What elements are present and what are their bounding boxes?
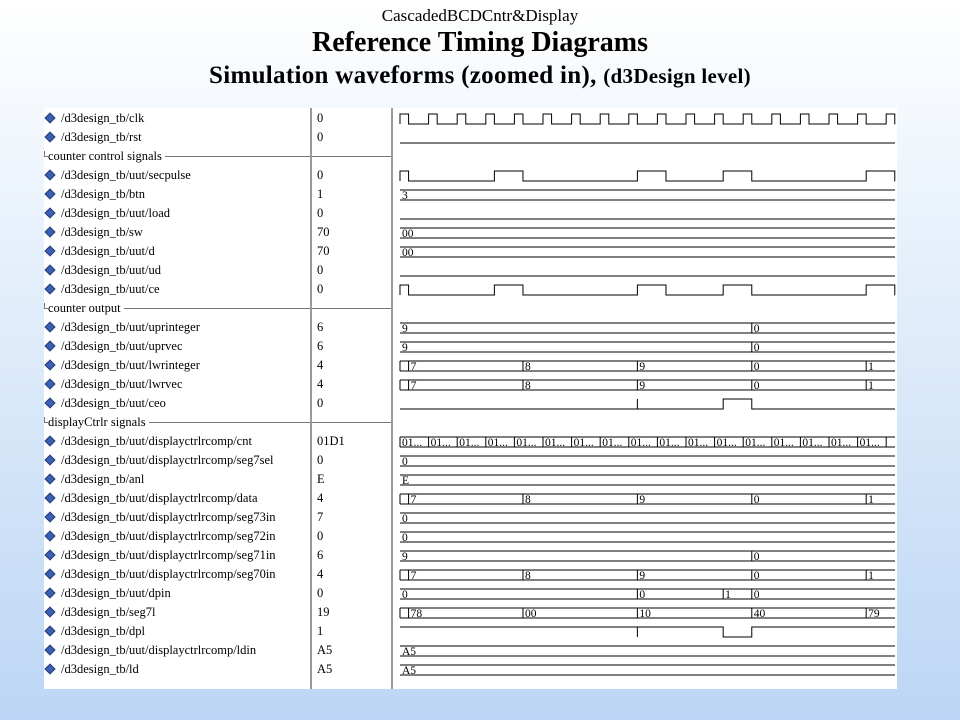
signal-value: 0 — [317, 206, 324, 220]
signal-name: /d3design_tb/uut/ceo — [61, 396, 166, 410]
signal-row[interactable] — [44, 660, 310, 679]
bus-value-label: 9 — [639, 380, 646, 392]
subtitle-main: Simulation waveforms (zoomed in), — [209, 62, 597, 89]
signal-name: /d3design_tb/dpl — [61, 624, 146, 638]
signal-value: 0 — [317, 453, 324, 467]
signal-row[interactable] — [44, 204, 310, 223]
bus-value-label: 01... — [487, 437, 508, 449]
bus-value-label: 1 — [868, 570, 874, 582]
signal-diamond-icon — [46, 399, 54, 407]
signal-name: /d3design_tb/uut/ce — [61, 282, 160, 296]
signal-diamond-icon — [46, 532, 54, 540]
signal-row[interactable] — [44, 280, 310, 299]
signal-row[interactable] — [44, 546, 310, 565]
signal-name: /d3design_tb/uut/displayctrlrcomp/seg72in — [61, 529, 276, 543]
bus-value-label: 7 — [410, 361, 417, 373]
signal-value: 0 — [317, 282, 324, 296]
page-title: Reference Timing Diagrams — [312, 27, 648, 58]
signal-value: 0 — [317, 263, 324, 277]
signal-diamond-icon — [46, 209, 54, 217]
signal-diamond-icon — [46, 570, 54, 578]
signal-diamond-icon — [46, 228, 54, 236]
bus-value-label: 01... — [430, 437, 451, 449]
signal-diamond-icon — [46, 513, 54, 521]
divider-value-line — [312, 299, 391, 318]
wave-window — [44, 108, 897, 689]
bus-value-label: 79 — [868, 608, 880, 620]
divider-tick — [44, 417, 45, 423]
bus-value-label: 01... — [459, 437, 480, 449]
divider-tick — [44, 303, 45, 309]
bus-value-label: 1 — [868, 361, 874, 373]
signal-name: /d3design_tb/anl — [61, 472, 145, 486]
page-subtitle — [0, 62, 960, 90]
bus-value-label: 3 — [402, 190, 408, 202]
waveform-area — [397, 108, 897, 689]
bus-value-label: 0 — [753, 570, 760, 582]
signal-value: A5 — [317, 643, 333, 657]
signal-value: 7 — [317, 510, 324, 524]
signal-value: A5 — [317, 662, 333, 676]
signal-name: /d3design_tb/uut/lwrvec — [61, 377, 183, 391]
bus-value-label: 0 — [639, 589, 646, 601]
signal-row[interactable] — [44, 641, 310, 660]
bus-value-label: 01... — [773, 437, 794, 449]
signal-names-column — [44, 108, 312, 689]
signal-diamond-icon — [46, 608, 54, 616]
signal-name: /d3design_tb/uut/displayctrlrcomp/data — [61, 491, 258, 505]
signal-value: 01D1 — [317, 434, 345, 448]
signal-name: /d3design_tb/uut/uprinteger — [61, 320, 200, 334]
signal-name: /d3design_tb/uut/uprvec — [61, 339, 183, 353]
signal-row[interactable] — [44, 527, 310, 546]
bus-value-label: 0 — [753, 323, 760, 335]
bus-value-label: 01... — [516, 437, 537, 449]
signal-diamond-icon — [46, 494, 54, 502]
bus-value-label: E — [402, 475, 410, 487]
bus-value-label: 00 — [402, 228, 414, 240]
bus-value-label: 0 — [402, 532, 408, 544]
signal-row[interactable] — [44, 375, 310, 394]
signal-diamond-icon — [46, 114, 54, 122]
bus-value-label: 7 — [410, 380, 417, 392]
bus-value-label: 7 — [410, 570, 417, 582]
signal-diamond-icon — [46, 665, 54, 673]
signal-diamond-icon — [46, 247, 54, 255]
divider-line — [312, 308, 391, 309]
bus-value-label: 0 — [402, 513, 408, 525]
bus-value-label: 0 — [753, 380, 760, 392]
signal-row[interactable] — [44, 508, 310, 527]
bus-value-label: 9 — [402, 323, 408, 335]
bus-value-label: 7 — [410, 494, 417, 506]
bus-value-label: 9 — [639, 570, 646, 582]
signal-name: /d3design_tb/uut/displayctrlrcomp/cnt — [61, 434, 252, 448]
signal-diamond-icon — [46, 323, 54, 331]
signal-diamond-icon — [46, 589, 54, 597]
signal-row[interactable] — [44, 432, 310, 451]
signal-value: 0 — [317, 111, 324, 125]
bus-value-label: 0 — [753, 361, 760, 373]
signal-row[interactable] — [44, 261, 310, 280]
signal-diamond-icon — [46, 342, 54, 350]
bus-value-label: 8 — [524, 380, 531, 392]
signal-row[interactable] — [44, 394, 310, 413]
signal-diamond-icon — [46, 190, 54, 198]
signal-value: 70 — [317, 244, 330, 258]
signal-value: 4 — [317, 377, 324, 391]
signal-row[interactable] — [44, 489, 310, 508]
signal-value: 6 — [317, 320, 324, 334]
signal-value: 4 — [317, 358, 324, 372]
signal-value: 6 — [317, 548, 324, 562]
bus-value-label: 9 — [402, 551, 408, 563]
signal-diamond-icon — [46, 456, 54, 464]
bus-value-label: 01... — [859, 437, 880, 449]
pulse-wave — [400, 285, 895, 295]
pulse-wave — [400, 627, 895, 637]
signal-value: 4 — [317, 491, 324, 505]
bus-value-label: 8 — [524, 570, 531, 582]
signal-name: /d3design_tb/seg7l — [61, 605, 156, 619]
divider-label: displayCtrlr signals — [48, 413, 149, 432]
signal-row[interactable] — [44, 109, 310, 128]
signal-diamond-icon — [46, 133, 54, 141]
signal-name: /d3design_tb/ld — [61, 662, 139, 676]
signal-name: /d3design_tb/uut/displayctrlrcomp/seg73in — [61, 510, 276, 524]
bus-value-label: 01... — [716, 437, 737, 449]
bus-value-label: A5 — [402, 665, 417, 677]
signal-row[interactable] — [44, 337, 310, 356]
signal-row[interactable] — [44, 470, 310, 489]
signal-name: /d3design_tb/uut/displayctrlrcomp/seg7sel — [61, 453, 274, 467]
signal-diamond-icon — [46, 627, 54, 635]
signal-name: /d3design_tb/uut/load — [61, 206, 171, 220]
bus-value-label: 0 — [402, 456, 408, 468]
divider-label: counter output — [48, 299, 124, 318]
bus-value-label: 01... — [402, 437, 423, 449]
signal-name: /d3design_tb/uut/d — [61, 244, 155, 258]
signal-value: 0 — [317, 130, 324, 144]
signal-name: /d3design_tb/uut/lwrinteger — [61, 358, 200, 372]
signal-name: /d3design_tb/rst — [61, 130, 142, 144]
bus-value-label: A5 — [402, 646, 417, 658]
signal-diamond-icon — [46, 646, 54, 654]
bus-value-label: 01... — [602, 437, 623, 449]
signal-value: 1 — [317, 187, 324, 201]
bus-value-label: 01... — [573, 437, 594, 449]
divider-value-line — [312, 413, 391, 432]
signal-diamond-icon — [46, 475, 54, 483]
bus-value-label: 01... — [688, 437, 709, 449]
signal-value: E — [317, 472, 325, 486]
signal-row[interactable] — [44, 356, 310, 375]
bus-value-label: 0 — [753, 494, 760, 506]
waveform-svg — [397, 108, 897, 689]
divider-label: counter control signals — [48, 147, 165, 166]
bus-value-label: 00 — [402, 247, 414, 259]
signal-row[interactable] — [44, 451, 310, 470]
signal-name: /d3design_tb/uut/displayctrlrcomp/ldin — [61, 643, 257, 657]
signal-diamond-icon — [46, 361, 54, 369]
bus-value-label: 10 — [639, 608, 651, 620]
signal-row[interactable] — [44, 584, 310, 603]
bus-value-label: 0 — [402, 589, 408, 601]
bus-value-label: 8 — [524, 494, 531, 506]
bus-value-label: 9 — [639, 494, 646, 506]
divider-value-line — [312, 147, 391, 166]
bus-value-label: 01... — [745, 437, 766, 449]
signal-value: 70 — [317, 225, 330, 239]
bus-value-label: 40 — [753, 608, 766, 620]
bus-value-label: 00 — [524, 608, 537, 620]
bus-value-label: 1 — [868, 494, 874, 506]
bus-value-label: 9 — [402, 342, 408, 354]
clock-wave — [400, 114, 895, 124]
bus-value-label: 0 — [753, 342, 760, 354]
divider-tick — [44, 151, 45, 157]
signal-row[interactable] — [44, 223, 310, 242]
signal-group-divider[interactable] — [44, 147, 310, 166]
bus-value-label: 1 — [868, 380, 874, 392]
bus-value-label: 01... — [545, 437, 566, 449]
signal-name: /d3design_tb/sw — [61, 225, 143, 239]
signal-diamond-icon — [46, 285, 54, 293]
bus-value-label: 1 — [725, 589, 731, 601]
divider-line — [312, 422, 391, 423]
bus-value-label: 8 — [524, 361, 531, 373]
signal-value: 0 — [317, 529, 324, 543]
bus-value-label: 01... — [659, 437, 680, 449]
pulse-wave — [400, 399, 895, 409]
signal-name: /d3design_tb/uut/secpulse — [61, 168, 191, 182]
bus-value-label: 01... — [831, 437, 852, 449]
top-caption: CascadedBCDCntr&Display — [381, 6, 579, 25]
signal-row[interactable] — [44, 565, 310, 584]
signal-row[interactable] — [44, 318, 310, 337]
signal-value: 0 — [317, 586, 324, 600]
signal-name: /d3design_tb/clk — [61, 111, 145, 125]
divider-line — [312, 156, 391, 157]
signal-name: /d3design_tb/uut/displayctrlrcomp/seg70in — [61, 567, 276, 581]
bus-value-label: 0 — [753, 589, 760, 601]
signal-group-divider[interactable] — [44, 299, 310, 318]
bus-value-label: 9 — [639, 361, 646, 373]
signal-diamond-icon — [46, 266, 54, 274]
signal-name: /d3design_tb/btn — [61, 187, 146, 201]
signal-name: /d3design_tb/uut/displayctrlrcomp/seg71in — [61, 548, 276, 562]
bus-value-label: 0 — [753, 551, 760, 563]
signal-value: 0 — [317, 396, 324, 410]
signal-row[interactable] — [44, 603, 310, 622]
signal-diamond-icon — [46, 171, 54, 179]
pulse-wave — [400, 171, 895, 181]
signal-diamond-icon — [46, 380, 54, 388]
bus-value-label: 78 — [410, 608, 423, 620]
signal-values-column — [312, 108, 393, 689]
signal-row[interactable] — [44, 166, 310, 185]
subtitle-level: (d3Design level) — [603, 64, 751, 88]
signal-group-divider[interactable] — [44, 413, 310, 432]
signal-value: 6 — [317, 339, 324, 353]
bus-value-label: 01... — [802, 437, 823, 449]
signal-diamond-icon — [46, 551, 54, 559]
signal-value: 1 — [317, 624, 324, 638]
signal-diamond-icon — [46, 437, 54, 445]
signal-row[interactable] — [44, 185, 310, 204]
signal-name: /d3design_tb/uut/dpin — [61, 586, 171, 600]
signal-row[interactable] — [44, 128, 310, 147]
bus-value-label: 01... — [630, 437, 651, 449]
signal-row[interactable] — [44, 242, 310, 261]
signal-value: 19 — [317, 605, 330, 619]
signal-name: /d3design_tb/uut/ud — [61, 263, 161, 277]
signal-row[interactable] — [44, 622, 310, 641]
signal-value: 4 — [317, 567, 324, 581]
signal-value: 0 — [317, 168, 324, 182]
